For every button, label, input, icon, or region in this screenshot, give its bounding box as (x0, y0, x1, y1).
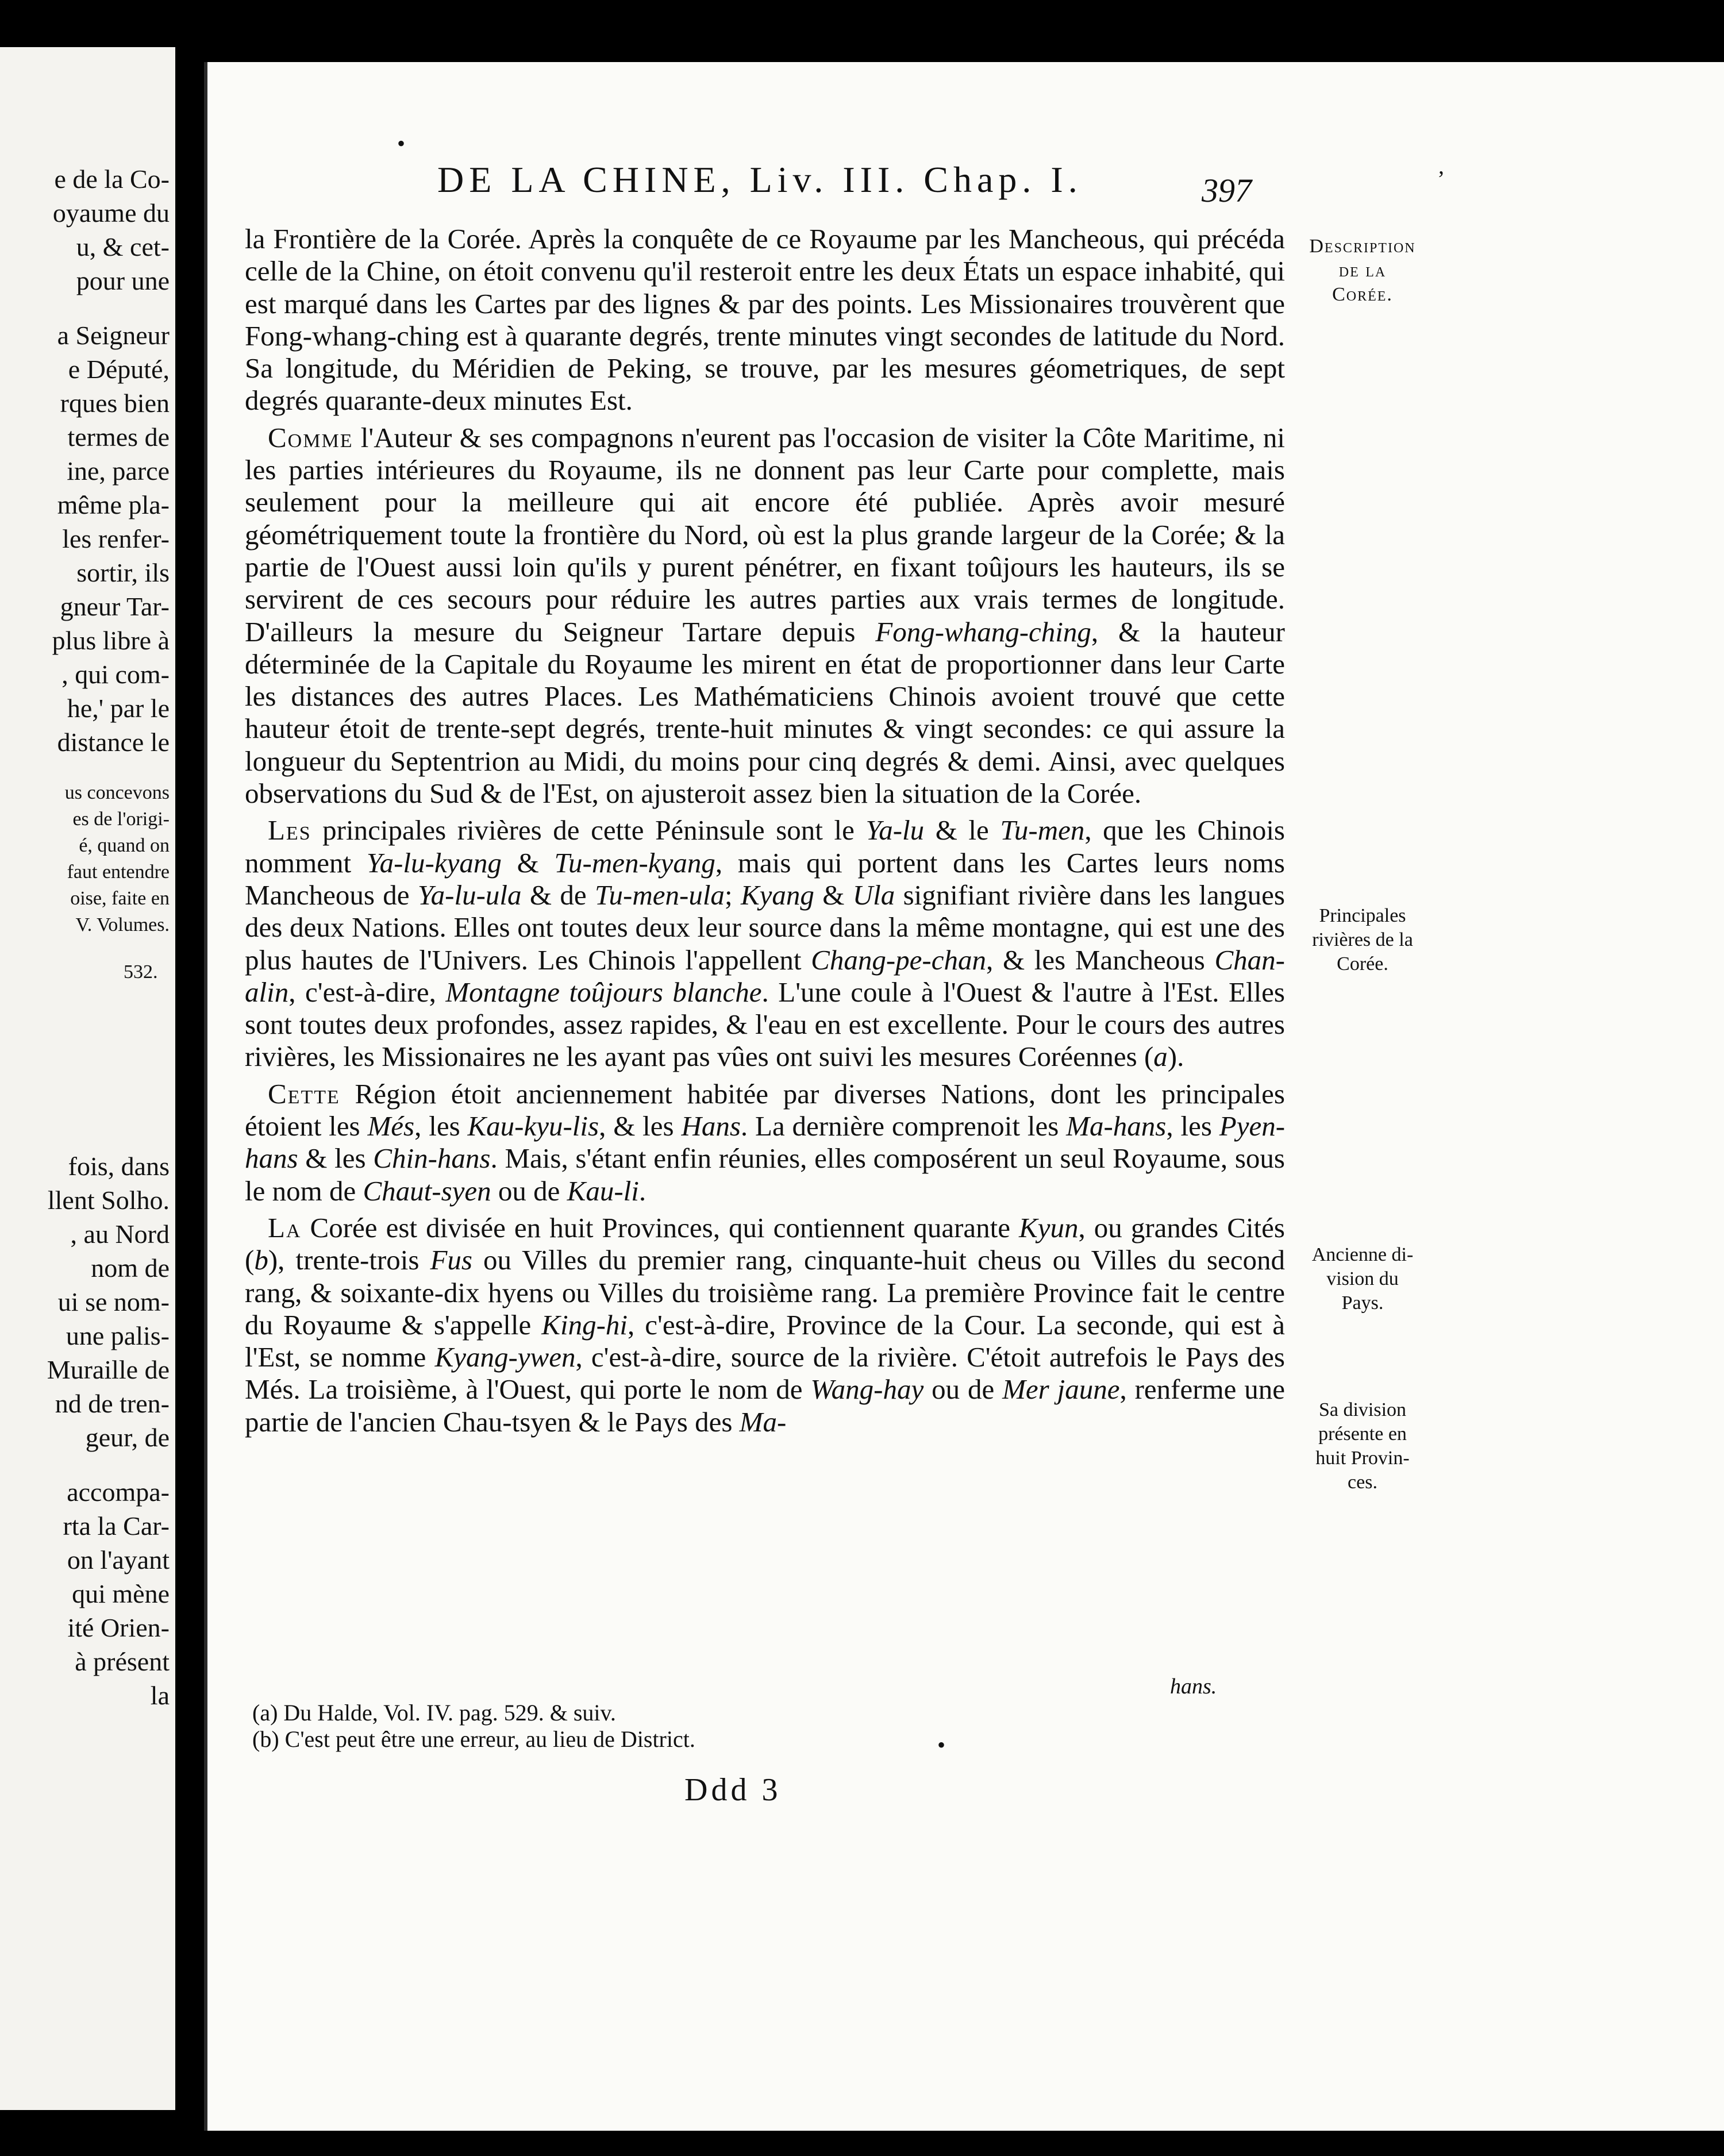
facing-footnote-line: oise, faite en (70, 888, 170, 909)
facing-page-fragment (0, 47, 175, 2110)
facing-line: même pla- (57, 490, 170, 519)
facing-footnote-line: faut entendre (67, 861, 170, 883)
ink-dot-mark: • (937, 1732, 946, 1758)
facing-line: ité Orien- (67, 1613, 170, 1642)
facing-line: Muraille de (47, 1355, 170, 1384)
facing-line: sortir, ils (76, 558, 170, 587)
facing-line: termes de (67, 422, 170, 452)
facing-line: nom de (91, 1253, 170, 1283)
facing-line: distance le (57, 727, 170, 757)
catchword: hans. (1170, 1674, 1217, 1699)
paragraph-map-survey: Comme l'Auteur & ses compagnons n'eurent pas l'occasion de visiter la Côte Maritime, ni les parties intérieures du Royaume, ils ne donnent pas leur Carte pour complette, mais seulement pour la meilleure qui ait encore été publiée. Après avoir mesuré géométriquement toute la frontière du Nord, où est la plus grande largeur de la Corée; & la partie de l'Ouest aussi loin qu'ils y purent pénétrer, en fixant toûjours les hauteurs, ils se servirent de ces secours pour réduire les autres parties aux vrais termes de longitude. D'ailleurs la mesure du Seigneur Tartare depuis Fong-whang-ching, & la hauteur déterminée de la Capitale du Royaume les mirent en état de proportionner dans leur Carte les distances des autres Places. Les Mathématiciens Chinois avoient trouvé que cette hauteur étoit de trente-sept degrés, trente-huit minutes & vingt secondes: ce qui assure la longueur du Septentrion au Midi, du moins pour cinq degrés & demi. Ainsi, avec quelques observations du Sud & de l'Est, on ajusteroit assez bien la situation de la Corée. (245, 421, 1286, 810)
running-head: DE LA CHINE, Liv. III. Chap. I. (437, 159, 1083, 200)
footnotes (252, 1700, 942, 1753)
paragraph-lead-word: Les (268, 814, 311, 846)
footnote-ref-b: b (254, 1244, 268, 1276)
paragraph-lead-word: Cette (268, 1077, 340, 1110)
facing-footnote-line: us concevons (64, 782, 170, 803)
footnote-b: (b) C'est peut être une erreur, au lieu de District. (252, 1726, 695, 1752)
facing-line: pour une (76, 266, 170, 295)
facing-line: on l'ayant (67, 1545, 170, 1574)
facing-line: gneur Tar- (60, 592, 170, 621)
facing-line: rta la Car- (63, 1511, 170, 1541)
facing-line: llent Solho. (47, 1185, 170, 1215)
facing-line: , au Nord (70, 1219, 170, 1249)
facing-line: fois, dans (68, 1152, 170, 1181)
facing-line: geur, de (85, 1423, 170, 1452)
book-page (204, 62, 1724, 2131)
facing-line: a Seigneur (57, 321, 170, 350)
paragraph-rivers: Les principales rivières de cette Péninsule sont le Ya-lu & le Tu-men, que les Chinois nomment Ya-lu-kyang & Tu-men-kyang, mais qui portent dans les Cartes leurs noms Mancheous de Ya-lu-ula & de Tu-men-ula; Kyang & Ula signifiant rivière dans les langues des deux Nations. Elles ont toutes deux leur source dans la même montagne, qui est une des plus hautes de l'Univers. Les Chinois l'appellent Chang-pe-chan, & les Mancheous Chan-alin, c'est-à-dire, Montagne toûjours blanche. L'une coule à l'Ouest & l'autre à l'Est. Elles sont toutes deux profondes, assez rapides, & l'eau en est excellente. Pour le cours des autres rivières, les Missionaires ne les ayant pas vûes ont suivi les mesures Coréennes (a). (245, 814, 1285, 1073)
facing-line: he,' par le (67, 694, 170, 723)
facing-line: e de la Co- (54, 164, 170, 194)
facing-page-reference: 532. (124, 961, 158, 983)
facing-line: e Député, (68, 355, 170, 384)
facing-line: accompa- (67, 1477, 170, 1507)
facing-footnote-line: es de l'origi- (72, 808, 170, 830)
facing-line: ine, parce (67, 456, 170, 486)
facing-line: rques bien (60, 388, 170, 418)
facing-line: les renfer- (62, 524, 170, 553)
facing-line: plus libre à (52, 626, 170, 655)
signature-mark: Ddd 3 (684, 1772, 782, 1808)
marginal-note-rivers: Principales rivières de la Corée. (1312, 905, 1413, 975)
paragraph-lead-word: Comme (268, 421, 353, 453)
facing-line: qui mène (72, 1579, 170, 1608)
facing-footnote-line: é, quand on (79, 835, 170, 856)
facing-line: à présent (75, 1647, 170, 1676)
ink-tick-mark: ʼ (1437, 166, 1445, 192)
facing-line: oyaume du (52, 198, 170, 228)
main-text (245, 223, 1285, 1443)
paragraph-lead-word: La (268, 1211, 302, 1243)
marginal-note-ancient-division: Ancienne di- vision du Pays. (1311, 1244, 1414, 1314)
footnote-ref-a: a (1153, 1041, 1168, 1073)
footnote-a: (a) Du Halde, Vol. IV. pag. 529. & suiv. (252, 1700, 616, 1726)
facing-line: nd de tren- (55, 1389, 170, 1418)
facing-line: ui se nom- (57, 1287, 170, 1316)
marginal-note-description: Description de la Corée. (1309, 236, 1416, 305)
facing-line: la (150, 1681, 170, 1710)
paragraph-ancient-nations: Cette Région étoit anciennement habitée par diverses Nations, dont les principales étoient les Més, les Kau-kyu-lis, & les Hans. La dernière comprenoit les Ma-hans, les Pyen-hans & les Chin-hans. Mais, s'étant enfin réunies, elles composérent un seul Royaume, sous le nom de Chaut-syen ou de Kau-li. (245, 1077, 1286, 1207)
facing-line: une palis- (66, 1321, 170, 1350)
facing-line: , qui com- (61, 660, 170, 689)
page-number: 397 (1202, 172, 1252, 209)
facing-page-text (0, 162, 170, 1712)
paragraph-provinces: La Corée est divisée en huit Provinces, qui contiennent quarante Kyun, ou grandes Cités (b), trente-trois Fus ou Villes du premier rang, cinquante-huit cheus ou Villes du second rang, & soixante-dix hyens ou Villes du troisième rang. La première Province fait le centre du Royaume & s'appelle King-hi, c'est-à-dire, Province de la Cour. La seconde, qui est à l'Est, se nomme Kyang-ywen, c'est-à-dire, source de la rivière. C'étoit autrefois le Pays des Més. La troisième, à l'Ouest, qui porte le nom de Wang-hay ou de Mer jaune, renferme une partie de l'ancien Chau-tsyen & le Pays des Ma- (245, 1211, 1286, 1438)
facing-footnote-line: V. Volumes. (75, 914, 170, 935)
ink-dot-mark: • (397, 130, 406, 156)
facing-line: u, & cet- (76, 232, 170, 261)
marginal-note-present-division: Sa division présente en huit Provin- ces. (1315, 1399, 1410, 1493)
paragraph-frontier: la Frontière de la Corée. Après la conquête de ce Royaume par les Mancheous, qui précéda celle de la Chine, on étoit convenu qu'il resteroit entre les deux États un espace inhabité, qui est marqué dans les Cartes par des lignes & par des points. Les Missionaires trouvèrent que Fong-whang-ching est à quarante degrés, trente minutes vingt secondes de latitude du Nord. Sa longitude, du Méridien de Peking, se trouve, par les mesures géometriques, de sept degrés quarante-deux minutes Est. (245, 223, 1285, 417)
